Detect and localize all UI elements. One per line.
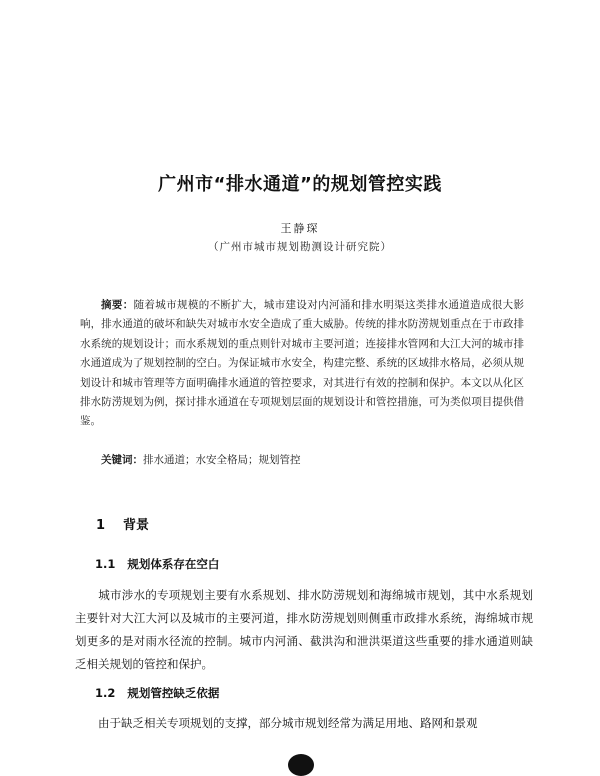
paper-title: 广州市“排水通道”的规划管控实践 [158, 174, 442, 195]
subsection-title: 规划体系存在空白 [127, 557, 220, 571]
paragraph-text: 城市涉水的专项规划主要有水系规划、排水防涝规划和海绵城市规划，其中水系规划主要针对大江大河以及城市的主要河道，排水防涝规划则侧重市政排水系统，海绵城市规划更多的是对雨水径流的控制。城市内河涌、截洪沟和泄洪渠道这些重要的排水通道则缺乏相关规划的管控和保护。 [75, 588, 533, 671]
subsection-title: 规划管控缺乏依据 [127, 686, 220, 700]
keywords [101, 452, 301, 467]
subsection-heading-1-1 [95, 556, 219, 572]
subsection-number: 1.1 [95, 557, 116, 571]
section-title: 背景 [123, 518, 150, 533]
scan-artifact-mark [288, 754, 314, 776]
subsection-number: 1.2 [95, 686, 116, 700]
body-paragraph-1-2 [75, 712, 533, 735]
abstract-text: 随着城市规模的不断扩大，城市建设对内河涌和排水明渠这类排水通道造成很大影响，排水通道的破坏和缺失对城市水安全造成了重大威胁。传统的排水防涝规划重点在于市政排水系统的规划设计；而水系规划的重点则针对城市主要河道；连接排水管网和大江大河的城市排水通道成为了规划控制的空白。为保证城市水安全，构建完整、系统的区域排水格局，必须从规划设计和城市管理等方面明确排水通道的管控要求，对其进行有效的控制和保护。本文以从化区排水防涝规划为例，探讨排水通道在专项规划层面的规划设计和管控措施，可为类似项目提供借鉴。 [80, 299, 525, 428]
subsection-heading-1-2 [95, 685, 219, 701]
author-affiliation: （广州市城市规划勘测设计研究院） [208, 241, 392, 253]
abstract [80, 296, 524, 432]
body-paragraph-1-1 [75, 584, 533, 676]
abstract-label: 摘要： [101, 299, 134, 311]
section-number: 1 [96, 518, 106, 533]
keywords-text: 排水通道；水安全格局；规划管控 [143, 454, 301, 466]
paragraph-text: 由于缺乏相关专项规划的支撑，部分城市规划经常为满足用地、路网和景观 [98, 716, 478, 730]
author-name: 王静琛 [280, 222, 320, 235]
keywords-label: 关键词： [101, 454, 143, 466]
section-heading-1 [96, 514, 149, 533]
